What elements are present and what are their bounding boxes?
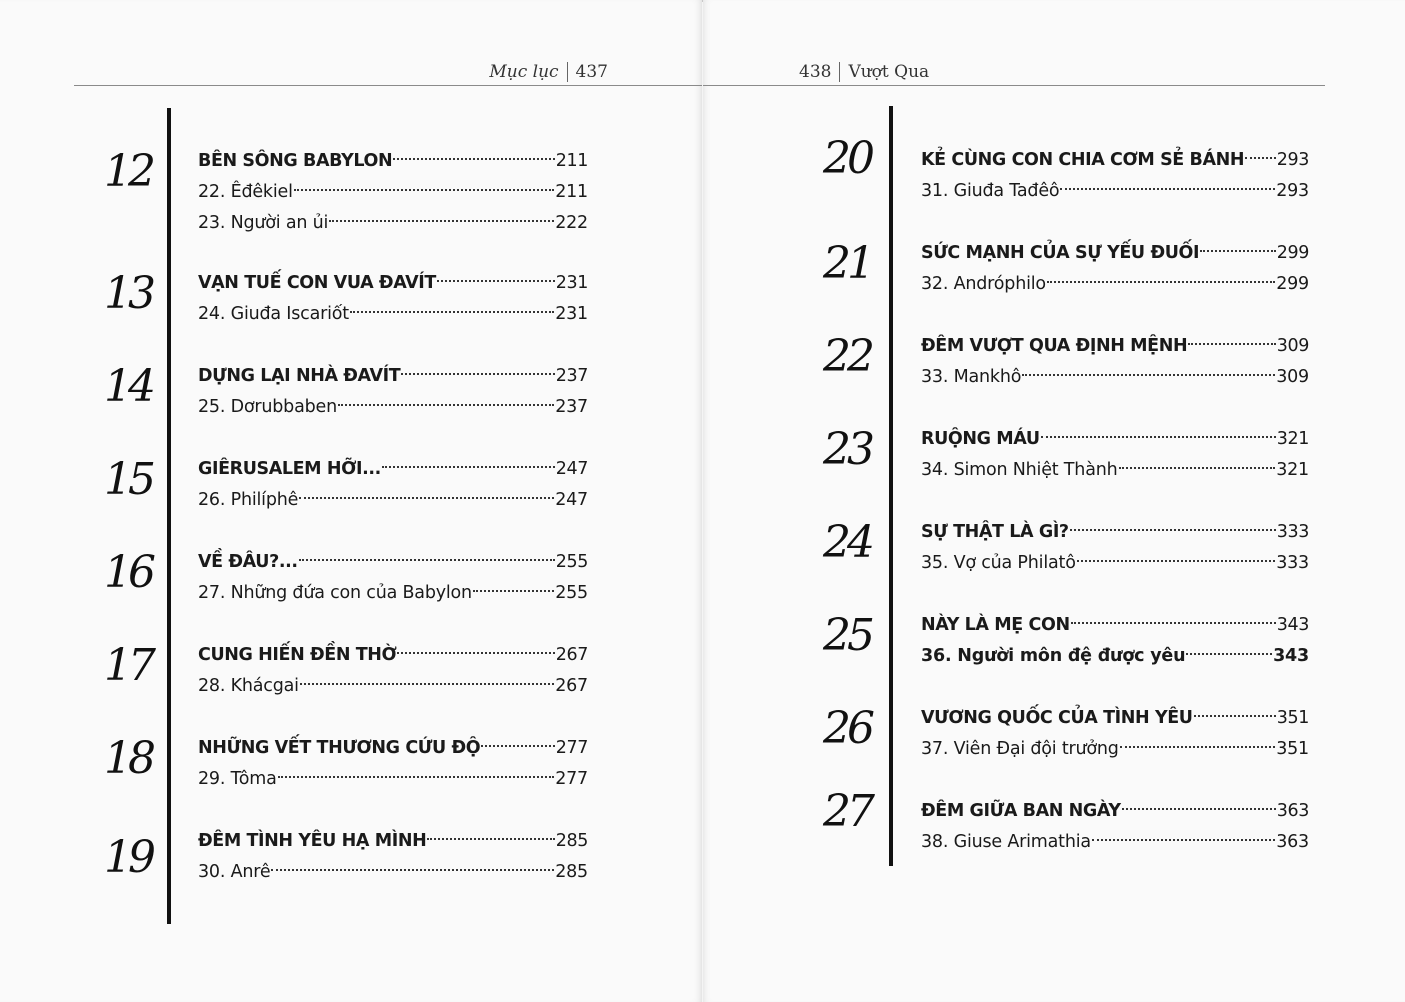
toc-chapter-title[interactable] <box>198 353 588 386</box>
dot-leader <box>299 533 555 561</box>
page-ref: 285 <box>555 831 588 851</box>
chapter-title: SỨC MẠNH CỦA SỰ YẾU ĐUỐI <box>921 243 1200 263</box>
chapter-number: 18 <box>104 733 152 784</box>
dot-leader <box>1060 162 1275 190</box>
page-ref: 211 <box>555 182 588 202</box>
right-page <box>703 0 1405 1002</box>
page-ref: 237 <box>555 366 588 386</box>
toc-entry[interactable] <box>198 200 588 233</box>
entry-label: 32. Andróphilo <box>921 274 1046 294</box>
page-ref: 321 <box>1276 460 1309 480</box>
dot-leader <box>393 132 555 160</box>
chapter-21 <box>703 238 1405 304</box>
chapter-16 <box>0 547 702 613</box>
entry-label: 29. Tôma <box>198 769 277 789</box>
chapter-number: 15 <box>104 454 152 505</box>
page-ref: 231 <box>555 273 588 293</box>
dot-leader <box>1077 534 1275 562</box>
toc-chapter-title[interactable] <box>921 788 1309 821</box>
chapter-14 <box>0 361 702 427</box>
toc-entry[interactable] <box>921 447 1309 480</box>
dot-leader <box>1071 596 1276 624</box>
page-ref: 351 <box>1276 739 1309 759</box>
chapter-number: 14 <box>104 361 152 412</box>
dot-leader <box>397 626 554 654</box>
chapter-number: 13 <box>104 268 152 319</box>
chapter-22 <box>703 331 1405 397</box>
chapter-title: DỰNG LẠI NHÀ ĐAVÍT <box>198 366 401 386</box>
chapter-12 <box>0 146 702 233</box>
toc-chapter-title[interactable] <box>198 446 588 479</box>
page-ref: 293 <box>1276 150 1309 170</box>
entry-label: 33. Mankhô <box>921 367 1022 387</box>
toc-entry[interactable] <box>198 384 588 417</box>
toc-chapter-title[interactable] <box>921 695 1309 728</box>
toc-chapter-title[interactable] <box>921 602 1309 635</box>
page-ref: 333 <box>1276 522 1309 542</box>
dot-leader <box>294 163 554 191</box>
entry-label: 24. Giuđa Iscariốt <box>198 304 349 324</box>
section-title: Mục lục <box>489 62 559 82</box>
toc-entry[interactable] <box>921 261 1309 294</box>
toc-chapter-title[interactable] <box>921 416 1309 449</box>
dot-leader <box>271 843 554 871</box>
chapter-title: SỰ THẬT LÀ GÌ? <box>921 522 1069 542</box>
entry-label: 34. Simon Nhiệt Thành <box>921 460 1118 480</box>
page-ref: 211 <box>555 151 588 171</box>
chapter-number: 24 <box>823 517 871 568</box>
chapter-number: 19 <box>104 832 152 883</box>
chapter-19 <box>0 830 702 892</box>
dot-leader <box>338 378 554 406</box>
chapter-25 <box>703 610 1405 676</box>
chapter-title: BÊN SÔNG BABYLON <box>198 151 393 171</box>
page-ref: 255 <box>555 583 588 603</box>
dot-leader <box>473 564 554 592</box>
chapter-number: 22 <box>823 331 871 382</box>
toc-entry[interactable] <box>921 168 1309 201</box>
dot-leader <box>1120 720 1276 748</box>
header-separator <box>567 62 568 82</box>
entry-label: 35. Vợ của Philatô <box>921 553 1076 573</box>
dot-leader <box>1194 689 1276 717</box>
book-title: Vượt Qua <box>848 62 930 82</box>
dot-leader <box>401 347 555 375</box>
toc-chapter-title[interactable] <box>198 539 588 572</box>
dot-leader <box>1186 627 1272 655</box>
page-ref: 237 <box>555 397 588 417</box>
dot-leader <box>1092 813 1275 841</box>
entry-label: 28. Khácgai <box>198 676 299 696</box>
toc-chapter-title[interactable] <box>198 260 588 293</box>
chapter-title: VẠN TUẾ CON VUA ĐAVÍT <box>198 273 436 293</box>
page-ref: 343 <box>1276 615 1309 635</box>
page-ref: 247 <box>555 459 588 479</box>
entry-label: 26. Philíphê <box>198 490 299 510</box>
toc-chapter-title[interactable] <box>921 323 1309 356</box>
page-ref: 299 <box>1276 243 1309 263</box>
chapter-number: 25 <box>823 610 871 661</box>
toc-chapter-title[interactable] <box>198 818 588 851</box>
chapter-title: CUNG HIẾN ĐỀN THỜ <box>198 645 397 665</box>
page-ref: 267 <box>555 645 588 665</box>
chapter-title: NHỮNG VẾT THƯƠNG CỨU ĐỘ <box>198 738 481 758</box>
toc-chapter-title[interactable] <box>921 137 1309 170</box>
chapter-title: ĐÊM VƯỢT QUA ĐỊNH MỆNH <box>921 336 1188 356</box>
right-running-head <box>799 60 929 84</box>
dot-leader <box>1047 255 1275 283</box>
toc-chapter-title[interactable] <box>921 509 1309 542</box>
dot-leader <box>278 750 555 778</box>
chapter-number: 12 <box>104 146 152 197</box>
toc-entry[interactable] <box>921 633 1309 666</box>
header-rule <box>703 85 1325 86</box>
chapter-title: KẺ CÙNG CON CHIA CƠM SẺ BÁNH <box>921 150 1245 170</box>
dot-leader <box>299 471 554 499</box>
page-ref: 309 <box>1276 367 1309 387</box>
chapter-title: NÀY LÀ MẸ CON <box>921 615 1070 635</box>
chapter-number: 27 <box>823 786 871 837</box>
dot-leader <box>427 812 554 840</box>
page-ref: 247 <box>555 490 588 510</box>
toc-entry[interactable] <box>198 169 588 202</box>
toc-entry[interactable] <box>198 849 588 882</box>
page-ref: 309 <box>1276 336 1309 356</box>
page-ref: 285 <box>555 862 588 882</box>
toc-chapter-title[interactable] <box>198 632 588 665</box>
entry-label: 30. Anrê <box>198 862 271 882</box>
chapter-27 <box>703 786 1405 862</box>
dot-leader <box>329 194 554 222</box>
chapter-number: 20 <box>823 133 871 184</box>
dot-leader <box>1070 503 1276 531</box>
entry-label: 36. Người môn đệ được yêu <box>921 646 1186 666</box>
toc-entry[interactable] <box>198 663 588 696</box>
dot-leader <box>481 719 555 747</box>
page-ref: 343 <box>1273 646 1309 666</box>
page-ref: 222 <box>555 213 588 233</box>
toc-chapter-title[interactable] <box>198 138 588 171</box>
page-ref: 321 <box>1276 429 1309 449</box>
chapter-13 <box>0 268 702 334</box>
page-ref: 363 <box>1276 832 1309 852</box>
entry-label: 25. Dơrubbaben <box>198 397 337 417</box>
toc-entry[interactable] <box>921 540 1309 573</box>
page-ref: 277 <box>555 738 588 758</box>
chapter-15 <box>0 454 702 520</box>
chapter-number: 17 <box>104 640 152 691</box>
dot-leader <box>1041 410 1276 438</box>
toc-entry[interactable] <box>198 291 588 324</box>
entry-label: 38. Giuse Arimathia <box>921 832 1091 852</box>
page-ref: 277 <box>555 769 588 789</box>
page-ref: 231 <box>555 304 588 324</box>
entry-label: 27. Những đứa con của Babylon <box>198 583 472 603</box>
header-separator <box>839 62 840 82</box>
chapter-18 <box>0 733 702 799</box>
left-page-number: 437 <box>575 62 608 82</box>
page-ref: 255 <box>555 552 588 572</box>
dot-leader <box>1188 317 1276 345</box>
dot-leader <box>437 254 555 282</box>
dot-leader <box>1245 131 1276 159</box>
entry-label: 37. Viên Đại đội trưởng <box>921 739 1119 759</box>
dot-leader <box>350 285 554 313</box>
chapter-number: 16 <box>104 547 152 598</box>
page-ref: 293 <box>1276 181 1309 201</box>
toc-entry[interactable] <box>921 726 1309 759</box>
dot-leader <box>1122 782 1276 810</box>
page-ref: 267 <box>555 676 588 696</box>
chapter-23 <box>703 424 1405 490</box>
dot-leader <box>1022 348 1275 376</box>
toc-chapter-title[interactable] <box>921 230 1309 263</box>
toc-entry[interactable] <box>921 354 1309 387</box>
entry-label: 31. Giuđa Tađêô <box>921 181 1060 201</box>
chapter-26 <box>703 703 1405 769</box>
dot-leader <box>300 657 554 685</box>
page-ref: 351 <box>1276 708 1309 728</box>
chapter-title: VƯƠNG QUỐC CỦA TÌNH YÊU <box>921 708 1193 728</box>
entry-label: 23. Người an ủi <box>198 213 329 233</box>
chapter-number: 26 <box>823 703 871 754</box>
chapter-title: ĐÊM GIỮA BAN NGÀY <box>921 801 1121 821</box>
chapter-title: GIÊRUSALEM HỠI... <box>198 459 381 479</box>
chapter-20 <box>703 133 1405 211</box>
dot-leader <box>1200 224 1276 252</box>
chapter-title: RUỘNG MÁU <box>921 429 1040 449</box>
dot-leader <box>1119 441 1276 469</box>
header-rule <box>74 85 702 86</box>
toc-entry[interactable] <box>198 477 588 510</box>
left-running-head <box>489 60 608 84</box>
page-ref: 299 <box>1276 274 1309 294</box>
chapter-title: ĐÊM TÌNH YÊU HẠ MÌNH <box>198 831 427 851</box>
toc-chapter-title[interactable] <box>198 725 588 758</box>
page-ref: 363 <box>1276 801 1309 821</box>
chapter-title: VỀ ĐÂU?... <box>198 552 298 572</box>
page-ref: 333 <box>1276 553 1309 573</box>
chapter-17 <box>0 640 702 706</box>
entry-label: 22. Êđêkiel <box>198 182 293 202</box>
chapter-number: 21 <box>823 238 871 289</box>
chapter-24 <box>703 517 1405 583</box>
toc-entry[interactable] <box>921 819 1309 852</box>
toc-entry[interactable] <box>198 756 588 789</box>
toc-entry[interactable] <box>198 570 588 603</box>
chapter-number: 23 <box>823 424 871 475</box>
right-page-number: 438 <box>799 62 832 82</box>
dot-leader <box>382 440 555 468</box>
left-page <box>0 0 702 1002</box>
